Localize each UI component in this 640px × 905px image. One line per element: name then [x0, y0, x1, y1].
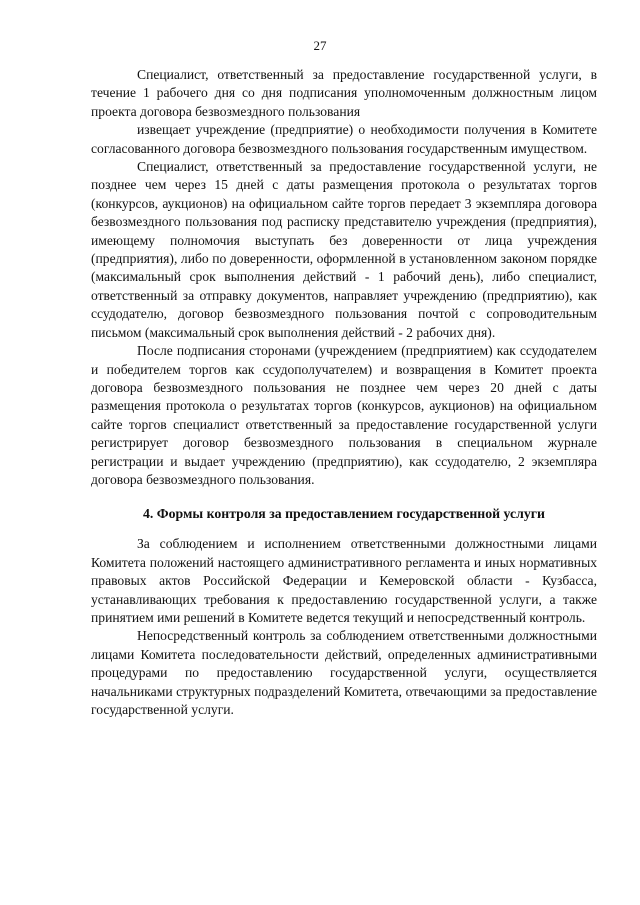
section-heading-control-forms: 4. Формы контроля за предоставлением государственной услуги [142, 506, 545, 522]
page-content [91, 66, 597, 719]
paragraph-contract-transfer: Специалист, ответственный за предоставление государственной услуги, не позднее чем через 15 дней с даты размещения протокола о результатах торгов (конкурсов, аукционов) на официальном сайте торгов передает 3 экземпляра договора безвозмездного пользования под расписку представителю учреждения (предприятия), имеющему полномочия выступать без доверенности от лица учреждения (предприятия), либо по доверенности, оформленной в установленном законом порядке (максимальный срок выполнения действий - 1 рабочий день), либо специалист, ответственный за отправку документов, направляет учреждению (предприятию), как ссудодателю, договор безвозмездного пользования почтой с сопроводительным письмом (максимальный срок выполнения действий - 2 рабочих дня). [91, 159, 597, 340]
paragraph-institution-notice: извещает учреждение (предприятие) о необходимости получения в Комитете согласованного договора безвозмездного пользования государственным имуществом. [91, 122, 597, 156]
paragraph-direct-control: Непосредственный контроль за соблюдением ответственными должностными лицами Комитета последовательности действий, определенных административными процедурами по предоставлению государственной услуги, осуществляется начальниками структурных подразделений Комитета, отвечающими за предоставление государственной услуги. [91, 628, 597, 717]
page-number: 27 [313, 38, 327, 53]
paragraph-specialist-notification: Специалист, ответственный за предоставление государственной услуги, в течение 1 рабочего дня со дня подписания уполномоченным должностным лицом проекта договора безвозмездного пользования [91, 67, 597, 119]
paragraph-current-control: За соблюдением и исполнением ответственными должностными лицами Комитета положений настоящего административного регламента и иных нормативных правовых актов Российской Федерации и Кемеровской области - Кузбасса, устанавливающих требования к предоставлению государственной услуги, а также принятием ими решений в Комитете ведется текущий и непосредственный контроль. [91, 536, 597, 625]
paragraph-contract-registration: После подписания сторонами (учреждением (предприятием) как ссудодателем и победителем торгов как ссудополучателем) и возвращения в Комитет проекта договора безвозмездного пользования не позднее чем через 20 дней с даты размещения протокола о результатах торгов (конкурсов, аукционов) на официальном сайте торгов специалист ответственный за предоставление государственной услуги регистрирует договор безвозмездного пользования в специальном журнале регистрации и выдает учреждению (предприятию), как ссудодателю, 2 экземпляра договора безвозмездного пользования. [91, 343, 597, 487]
